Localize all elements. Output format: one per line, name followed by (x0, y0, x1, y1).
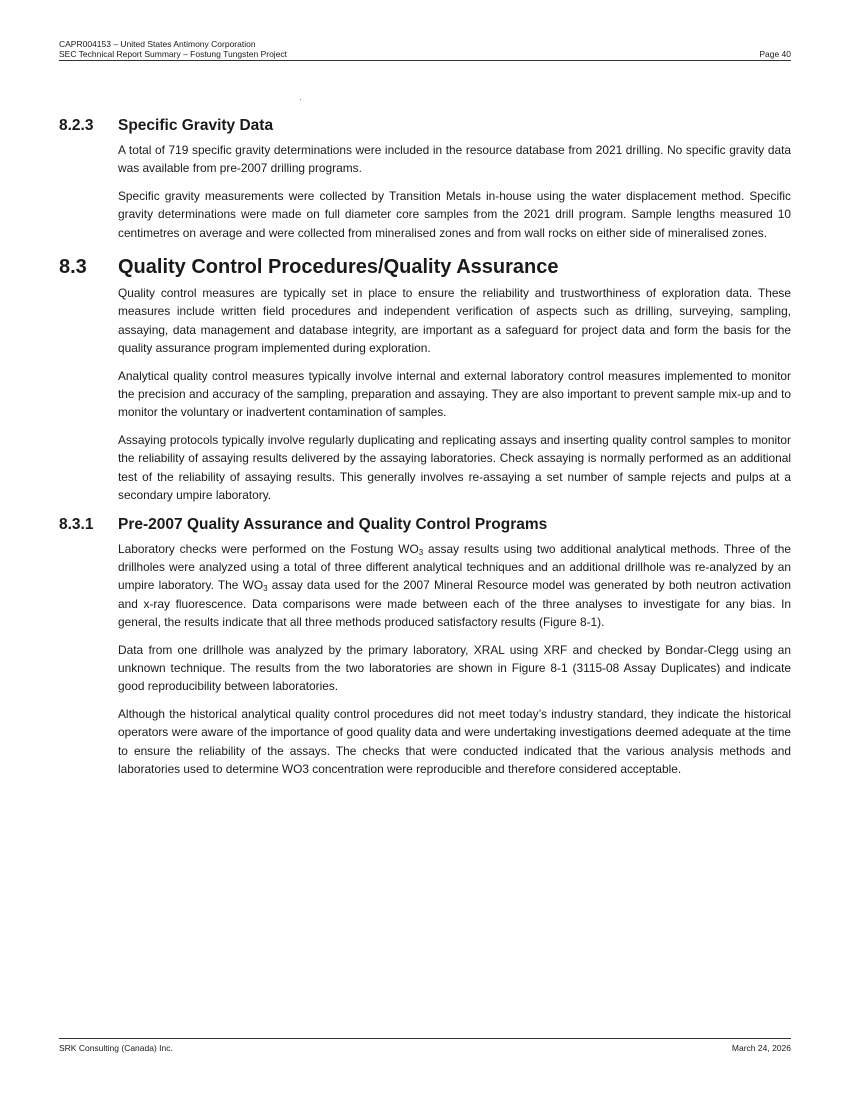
footer-date: March 24, 2026 (731, 1043, 791, 1053)
paragraph: Data from one drillhole was analyzed by the primary laboratory, XRAL using XRF and checked by Bondar-Clegg using an unknown technique. The results from the two laboratories are shown in Figure 8-1 (3115-08 Assay Duplicates) and indicate good reproducibility between laboratories. (118, 642, 791, 694)
paragraph: Specific gravity measurements were collected by Transition Metals in-house using the water displacement method. Specific gravity determinations were made on full diameter core samples from the 2021 drill program. Sample lengths measured 10 centimetres on average and were collected from mineralised zones and from wall rocks on either side of mineralised zones. (118, 188, 791, 240)
paragraph: A total of 719 specific gravity determinations were included in the resource database from 2021 drilling. No specific gravity data was available from pre-2007 drilling programs. (118, 143, 791, 176)
section-heading-8-3-1 (59, 515, 791, 535)
paragraph: Assaying protocols typically involve regularly duplicating and replicating assays and inserting quality control samples to monitor the reliability of assaying results delivered by the assaying laboratories. Check assaying is normally performed as an additional test of the reliability of assaying results. This generally involves re-assaying a set number of sample rejects and pulps at a secondary umpire laboratory. (118, 432, 791, 503)
subscript: 3 (418, 547, 424, 557)
text-run: Laboratory checks were performed on the Fostung WO (118, 541, 419, 556)
page-header (59, 39, 791, 61)
paragraph (118, 540, 791, 632)
section-heading-8-2-3 (59, 116, 791, 136)
page-footer (59, 1038, 791, 1053)
stray-mark (300, 99, 301, 100)
subscript: 3 (263, 584, 268, 594)
header-report-id: CAPR004153 – United States Antimony Corporation (59, 39, 256, 49)
section-title: Pre-2007 Quality Assurance and Quality Control Programs (118, 515, 548, 533)
document-body (59, 116, 791, 787)
paragraph: Quality control measures are typically set in place to ensure the reliability and trustworthiness of exploration data. These measures include written field procedures and independent verification of aspects such as drilling, surveying, sampling, assaying, data management and database integrity, are important as a safeguard for project data and form the basis for the quality assurance program implemented during exploration. (118, 286, 791, 356)
section-title: Quality Control Procedures/Quality Assurance (118, 256, 559, 279)
header-report-title: SEC Technical Report Summary – Fostung Tungsten Project (59, 49, 288, 59)
section-title: Specific Gravity Data (118, 117, 274, 134)
footer-company: SRK Consulting (Canada) Inc. (59, 1043, 173, 1053)
text-run: assay data used for the 2007 Mineral Resource model was generated by both neutron activation and x-ray fluorescence. Data comparisons were made between each of the three analyses to investigate for any bias. In general, the results indicate that all three methods produced satisfactory results (Figure 8-1). (118, 578, 791, 630)
page-number: Page 40 (759, 49, 791, 59)
paragraph: Although the historical analytical quality control procedures did not meet today’s industry standard, they indicate the historical operators were aware of the importance of good quality data and were undertaking investigations deemed adequate at the time to ensure the reliability of the assays. The checks that were conducted indicated that the various analysis methods and laboratories used to determine WO3 concentration were reproducible and therefore considered acceptable. (118, 706, 791, 776)
section-number: 8.2.3 (59, 117, 94, 134)
section-number: 8.3 (59, 256, 87, 279)
section-number: 8.3.1 (59, 515, 94, 533)
text-run: assay results using two additional analytical methods. Three of the drillholes were analyzed using a total of three different analytical techniques and an additional drillhole was re-analyzed by an umpire laboratory. The WO (118, 541, 792, 593)
section-heading-8-3 (59, 255, 791, 279)
paragraph: Analytical quality control measures typically involve internal and external laboratory control measures implemented to monitor the precision and accuracy of the sampling, preparation and assaying. They are also important to prevent sample mix-up and to monitor the voluntary or inadvertent contamination of samples. (118, 368, 791, 420)
